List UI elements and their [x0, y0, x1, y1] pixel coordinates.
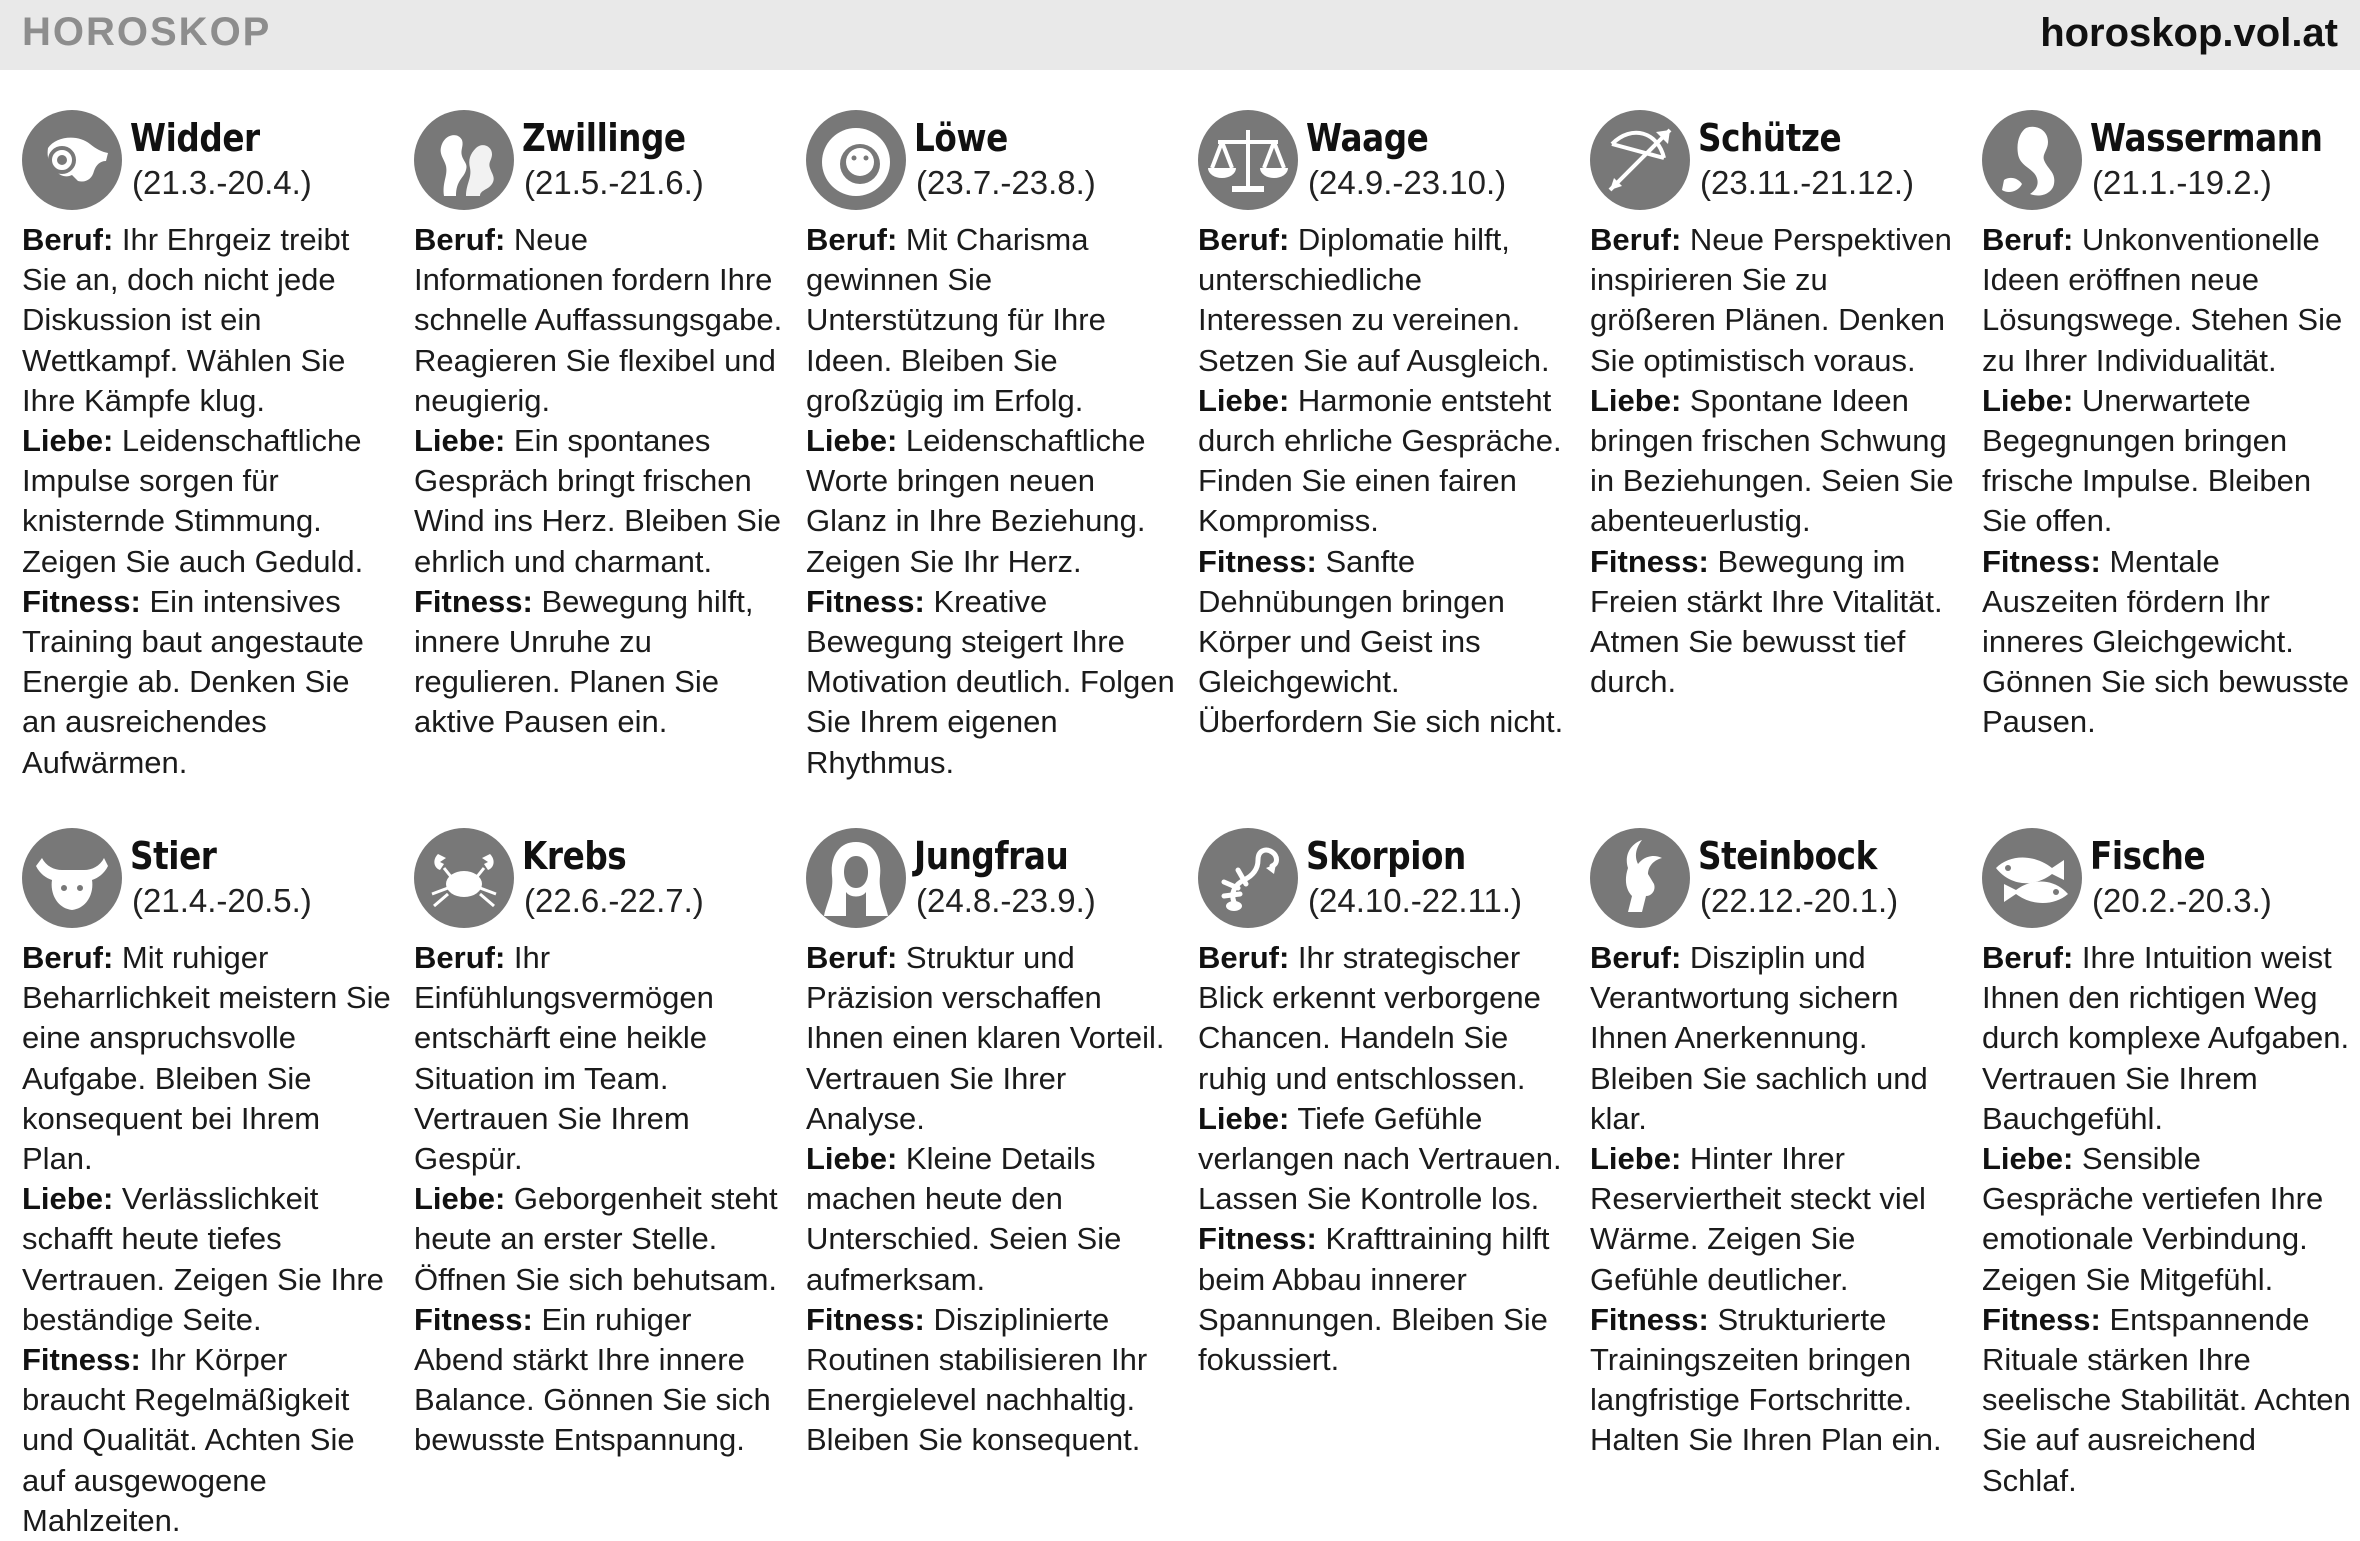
sign-card-fische: [1982, 828, 2352, 1501]
liebe-label: Liebe:: [414, 423, 506, 459]
sign-card-waage: [1198, 110, 1568, 743]
beruf-text: Ihr Ehrgeiz treibt Sie an, doch nicht jede Diskussion ist ein Wettkampf. Wählen Sie Ihre Kämpfe klug.: [22, 222, 350, 418]
sign-card-wassermann: [1982, 110, 2352, 743]
fitness-label: Fitness:: [1198, 1221, 1317, 1257]
liebe-label: Liebe:: [806, 1141, 898, 1177]
liebe-label: Liebe:: [1590, 382, 1682, 418]
liebe-text: Leidenschaftliche Impulse sorgen für knisternde Stimmung. Zeigen Sie auch Geduld.: [22, 423, 364, 579]
sign-text: [806, 938, 1176, 1461]
liebe-text: Tiefe Gefühle verlangen nach Vertrauen. Lassen Sie Kontrolle los.: [1198, 1100, 1562, 1217]
fitness-text: Bewegung hilft, innere Unruhe zu regulieren. Planen Sie aktive Pausen ein.: [414, 583, 754, 740]
sign-card-widder: [22, 110, 392, 783]
liebe-label: Liebe:: [1590, 1141, 1682, 1177]
sign-card-steinbock: [1590, 828, 1960, 1461]
liebe-text: Sensible Gespräche vertiefen Ihre emotionale Verbindung. Zeigen Sie Mitgefühl.: [1982, 1141, 2324, 1297]
sign-card-zwillinge: [414, 110, 784, 743]
scales-icon: [1198, 110, 1298, 210]
sign-name: Fische: [2090, 834, 2206, 878]
fitness-label: Fitness:: [806, 583, 925, 619]
scorpion-icon: [1198, 828, 1298, 928]
water-bearer-icon: [1982, 110, 2082, 210]
sign-card-schuetze: [1590, 110, 1960, 702]
beruf-label: Beruf:: [1590, 222, 1682, 257]
sign-dates: (21.4.-20.5.): [132, 882, 312, 919]
beruf-label: Beruf:: [806, 940, 898, 975]
beruf-text: Neue Informationen fordern Ihre schnelle Auffassungsgabe. Reagieren Sie flexibel und neugierig.: [414, 222, 783, 418]
fitness-text: Krafttraining hilft beim Abbau innerer Spannungen. Bleiben Sie fokussiert.: [1198, 1221, 1550, 1378]
fish-icon: [1982, 828, 2082, 928]
lion-icon: [806, 110, 906, 210]
sign-dates: (22.6.-22.7.): [524, 882, 704, 919]
liebe-text: Geborgenheit steht heute an erster Stelle. Öffnen Sie sich behutsam.: [414, 1181, 778, 1297]
beruf-label: Beruf:: [1198, 222, 1290, 257]
sign-name: Jungfrau: [914, 834, 1069, 878]
sign-text: [1982, 938, 2352, 1501]
sign-dates: (22.12.-20.1.): [1700, 882, 1899, 919]
liebe-label: Liebe:: [22, 1181, 114, 1217]
liebe-text: Spontane Ideen bringen frischen Schwung in Beziehungen. Seien Sie abenteuerlustig.: [1590, 382, 1954, 539]
sign-text: [1982, 220, 2352, 743]
fitness-label: Fitness:: [414, 1301, 533, 1337]
sign-text: [414, 938, 784, 1461]
sign-dates: (24.10.-22.11.): [1308, 882, 1523, 919]
bull-icon: [22, 828, 122, 928]
sign-name: Widder: [130, 116, 260, 160]
sign-card-loewe: [806, 110, 1176, 783]
fitness-text: Ein ruhiger Abend stärkt Ihre innere Balance. Gönnen Sie sich bewusste Entspannung.: [414, 1301, 771, 1458]
sign-text: [1590, 220, 1960, 702]
sign-name: Krebs: [522, 834, 627, 878]
fitness-label: Fitness:: [22, 583, 141, 619]
liebe-label: Liebe:: [1198, 1100, 1290, 1136]
beruf-label: Beruf:: [22, 222, 114, 257]
sign-dates: (23.7.-23.8.): [916, 164, 1096, 201]
crab-icon: [414, 828, 514, 928]
fitness-label: Fitness:: [1590, 543, 1709, 579]
fitness-label: Fitness:: [1982, 1301, 2101, 1337]
liebe-text: Leidenschaftliche Worte bringen neuen Glanz in Ihre Beziehung. Zeigen Sie Ihr Herz.: [806, 423, 1146, 579]
beruf-text: Ihre Intuition weist Ihnen den richtigen Weg durch komplexe Aufgaben. Vertrauen Sie Ihrem Bauchgefühl.: [1982, 940, 2350, 1136]
fitness-text: Entspannende Rituale stärken Ihre seelische Stabilität. Achten Sie auf ausreichend Schlaf.: [1982, 1301, 2351, 1498]
beruf-label: Beruf:: [22, 940, 114, 975]
beruf-label: Beruf:: [1198, 940, 1290, 975]
sign-card-krebs: [414, 828, 784, 1461]
fitness-text: Ihr Körper braucht Regelmäßigkeit und Qualität. Achten Sie auf ausgewogene Mahlzeiten.: [22, 1342, 355, 1538]
sign-text: [22, 938, 392, 1541]
beruf-text: Diplomatie hilft, unterschiedliche Interessen zu vereinen. Setzen Sie auf Ausgleich.: [1198, 222, 1550, 378]
sign-name: Stier: [130, 834, 217, 878]
fitness-text: Bewegung im Freien stärkt Ihre Vitalität. Atmen Sie bewusst tief durch.: [1590, 543, 1943, 700]
bow-icon: [1590, 110, 1690, 210]
sign-name: Zwillinge: [522, 116, 686, 160]
fitness-text: Kreative Bewegung steigert Ihre Motivation deutlich. Folgen Sie Ihrem eigenen Rhythmus.: [806, 583, 1175, 780]
fitness-text: Strukturierte Trainingszeiten bringen langfristige Fortschritte. Halten Sie Ihren Plan ein.: [1590, 1301, 1942, 1458]
liebe-label: Liebe:: [22, 423, 114, 459]
page-title: HOROSKOP: [22, 10, 272, 54]
liebe-text: Hinter Ihrer Reserviertheit steckt viel Wärme. Zeigen Sie Gefühle deutlicher.: [1590, 1141, 1926, 1297]
beruf-label: Beruf:: [414, 940, 506, 975]
beruf-text: Neue Perspektiven inspirieren Sie zu größeren Plänen. Denken Sie optimistisch voraus.: [1590, 222, 1952, 378]
beruf-text: Unkonventionelle Ideen eröffnen neue Lösungswege. Stehen Sie zu Ihrer Individualität.: [1982, 222, 2343, 378]
sign-text: [414, 220, 784, 743]
fitness-label: Fitness:: [806, 1301, 925, 1337]
liebe-text: Kleine Details machen heute den Unterschied. Seien Sie aufmerksam.: [806, 1141, 1122, 1297]
ibex-icon: [1590, 828, 1690, 928]
sign-text: [22, 220, 392, 783]
beruf-label: Beruf:: [806, 222, 898, 257]
fitness-label: Fitness:: [1982, 543, 2101, 579]
header-bar: [0, 0, 2360, 70]
liebe-text: Verlässlichkeit schafft heute tiefes Vertrauen. Zeigen Sie Ihre beständige Seite.: [22, 1181, 384, 1337]
sign-name: Schütze: [1698, 116, 1842, 160]
sign-dates: (24.9.-23.10.): [1308, 164, 1507, 201]
beruf-label: Beruf:: [414, 222, 506, 257]
liebe-label: Liebe:: [806, 423, 898, 459]
beruf-label: Beruf:: [1982, 222, 2074, 257]
sign-dates: (21.5.-21.6.): [524, 164, 704, 201]
fitness-label: Fitness:: [414, 583, 533, 619]
fitness-text: Mentale Auszeiten fördern Ihr inneres Gleichgewicht. Gönnen Sie sich bewusste Pausen.: [1982, 543, 2350, 740]
fitness-label: Fitness:: [22, 1342, 141, 1378]
beruf-label: Beruf:: [1590, 940, 1682, 975]
liebe-text: Harmonie entsteht durch ehrliche Gespräche. Finden Sie einen fairen Kompromiss.: [1198, 382, 1562, 539]
sign-text: [1198, 938, 1568, 1380]
beruf-text: Ihr Einfühlungsvermögen entschärft eine heikle Situation im Team. Vertrauen Sie Ihrem Gespür.: [414, 940, 714, 1177]
fitness-text: Sanfte Dehnübungen bringen Körper und Geist ins Gleichgewicht. Überfordern Sie sich nicht.: [1198, 543, 1564, 740]
fitness-label: Fitness:: [1198, 543, 1317, 579]
sign-text: [1198, 220, 1568, 743]
sign-dates: (23.11.-21.12.): [1700, 164, 1915, 201]
liebe-label: Liebe:: [1198, 382, 1290, 418]
sign-name: Wassermann: [2090, 116, 2323, 160]
sign-card-skorpion: [1198, 828, 1568, 1380]
beruf-text: Disziplin und Verantwortung sichern Ihnen Anerkennung. Bleiben Sie sachlich und klar.: [1590, 940, 1928, 1136]
sign-dates: (21.1.-19.2.): [2092, 164, 2272, 201]
sign-card-stier: [22, 828, 392, 1541]
sign-name: Steinbock: [1698, 834, 1877, 878]
beruf-text: Struktur und Präzision verschaffen Ihnen einen klaren Vorteil. Vertrauen Sie Ihrer Analyse.: [806, 940, 1165, 1136]
liebe-label: Liebe:: [1982, 1141, 2074, 1177]
site-url[interactable]: horoskop.vol.at: [2040, 11, 2338, 55]
beruf-text: Ihr strategischer Blick erkennt verborgene Chancen. Handeln Sie ruhig und entschlossen.: [1198, 940, 1541, 1096]
sign-name: Waage: [1306, 116, 1429, 160]
beruf-text: Mit Charisma gewinnen Sie Unterstützung für Ihre Ideen. Bleiben Sie großzügig im Erfolg.: [806, 222, 1106, 418]
sign-text: [1590, 938, 1960, 1461]
fitness-text: Ein intensives Training baut angestaute Energie ab. Denken Sie an ausreichendes Aufwärmen.: [22, 583, 364, 780]
twins-icon: [414, 110, 514, 210]
beruf-label: Beruf:: [1982, 940, 2074, 975]
fitness-label: Fitness:: [1590, 1301, 1709, 1337]
beruf-text: Mit ruhiger Beharrlichkeit meistern Sie eine anspruchsvolle Aufgabe. Bleiben Sie konsequent bei Ihrem Plan.: [22, 940, 391, 1177]
ram-icon: [22, 110, 122, 210]
sign-name: Skorpion: [1306, 834, 1466, 878]
sign-card-jungfrau: [806, 828, 1176, 1461]
fitness-text: Disziplinierte Routinen stabilisieren Ihr Energielevel nachhaltig. Bleiben Sie konsequent.: [806, 1301, 1148, 1458]
liebe-text: Unerwartete Begegnungen bringen frische Impulse. Bleiben Sie offen.: [1982, 382, 2312, 539]
sign-text: [806, 220, 1176, 783]
liebe-label: Liebe:: [1982, 382, 2074, 418]
sign-name: Löwe: [914, 116, 1008, 160]
sign-dates: (24.8.-23.9.): [916, 882, 1096, 919]
sign-dates: (20.2.-20.3.): [2092, 882, 2272, 919]
sign-dates: (21.3.-20.4.): [132, 164, 312, 201]
virgin-icon: [806, 828, 906, 928]
liebe-text: Ein spontanes Gespräch bringt frischen Wind ins Herz. Bleiben Sie ehrlich und charmant.: [414, 423, 781, 579]
liebe-label: Liebe:: [414, 1181, 506, 1217]
